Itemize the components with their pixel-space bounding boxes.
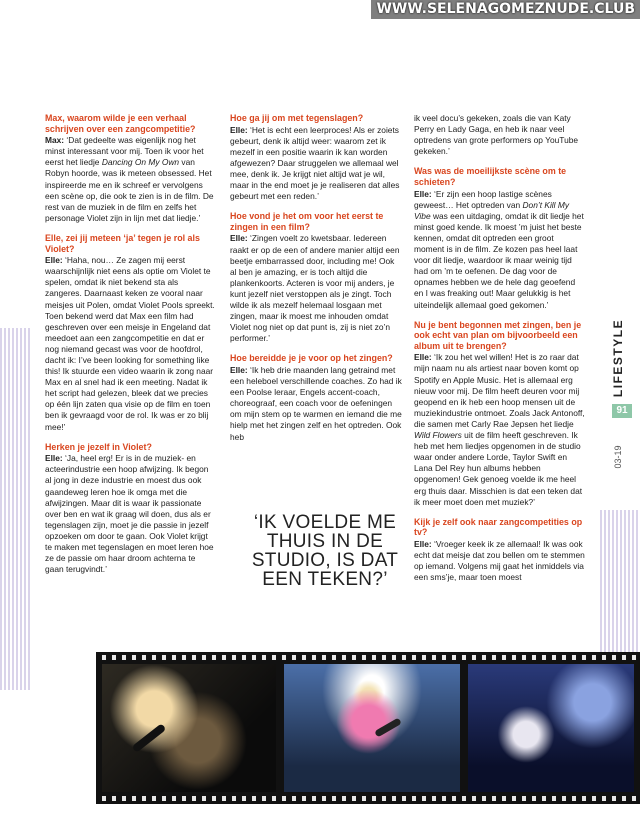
question: Elle, zei jij meteen ‘ja’ tegen je rol als Violet? bbox=[45, 232, 200, 254]
qa-block bbox=[414, 166, 586, 310]
qa-block bbox=[414, 517, 586, 584]
qa-block bbox=[414, 320, 586, 508]
answer: Elle: ‘Ik heb drie maanden lang getraind met een heleboel verschillende coaches. Zo had ik een Poolse leraar, Engels accent-coach, choreograaf, een coach voor de oefeningen om mijn stem op te warmen en iemand die me hielp met het zingen zelf en het optreden. Ook heb bbox=[230, 364, 402, 442]
speaker: Elle: bbox=[230, 233, 248, 244]
issue-label bbox=[606, 422, 630, 492]
answer: Elle: ‘Ja, heel erg! Er is in de muziek- en acteerindustrie een hoop afwijzing. Ik begon al jong in deze industrie en moest dus ook gaandeweg leren hoe ik omga met die afwijzingen. Maar dit is waar ik passionate over ben en wat ik graag wil doen, dus als er tegenslagen zijn, moet je die passie in jezelf opzoeken om door te gaan. Ook Violet krijgt te maken met tegenslagen en moet leren hoe ze de passie om haar droom achterna te gaan terugvindt.’ bbox=[45, 453, 214, 575]
issue-label-text: 03-19 bbox=[613, 445, 623, 469]
qa-block bbox=[45, 113, 215, 224]
watermark: WWW.SELENAGOMEZNUDE.CLUB bbox=[371, 0, 640, 19]
answer: Elle: ‘Er zijn een hoop lastige scènes geweest… Het optreden van Don’t Kill My Vibe was een uitdaging, omdat ik dit liedje het minst goed kende. Ik moest ’m juist het beste kennen, omdat dit optreden een groot moment is in de film. Ze kozen pas heel laat voor dit liedje, waardoor ik maar weinig tijd had om ’m te oefenen. De dag voor de opnames hebben we de hele dag geoefend en I was freaking out! Maar gelukkig is het uiteindelijk allemaal goed gekomen.’ bbox=[414, 188, 584, 310]
question: Hoe bereidde je je voor op het zingen? bbox=[230, 353, 393, 364]
photo-filmstrip bbox=[96, 652, 640, 804]
microphone-icon bbox=[374, 717, 402, 737]
speaker: Elle: bbox=[414, 538, 432, 549]
answer: ik veel docu’s gekeken, zoals die van Katy Perry en Lady Gaga, en heb ik naar veel optredens van grote performers op YouTube gekeken.’ bbox=[414, 113, 579, 157]
question: Hoe ga jij om met tegenslagen? bbox=[230, 113, 364, 123]
qa-block bbox=[45, 442, 215, 576]
qa-block bbox=[45, 233, 215, 433]
speaker: Elle: bbox=[414, 188, 432, 199]
speaker: Elle: bbox=[45, 453, 63, 464]
film-perforations-top bbox=[96, 655, 640, 660]
photo-singer-microphone bbox=[102, 664, 276, 792]
question: Herken je jezelf in Violet? bbox=[45, 441, 152, 452]
qa-block bbox=[230, 113, 402, 202]
answer: Elle: ‘Vroeger keek ik ze allemaal! Ik was ook echt dat meisje dat zou bellen om te stemmen op iemand. Volgens mij gaat het inmiddels via een sms’je, maar toen moest bbox=[414, 538, 585, 583]
article-column-1 bbox=[45, 113, 215, 584]
question: Hoe vond je het om voor het eerst te zingen in een film? bbox=[230, 211, 384, 232]
answer: Elle: ‘Het is echt een leerproces! Als er zoiets gebeurt, denk ik altijd weer: waarom zet ik mezelf in een positie waarin ik kan worden afgewezen? Daar struggelen we allemaal wel mee, denk ik. Je krijgt niet altijd wat je wil, maar in the end moet je je realiseren dat alles gebeurt met een reden.’ bbox=[230, 124, 400, 202]
answer: Max: ‘Dat gedeelte was eigenlijk nog het minst interessant voor mij. Toen ik voor het eerst het liedje Dancing On My Own van Robyn hoorde, was ik meteen obsessed. Het inspireerde me en ik schreef er vervolgens een scène op, die ook te zien is in de film. De rest van de muziek in de film en zelfs het personage Violet zijn in lijn met dat liedje.’ bbox=[45, 135, 214, 223]
section-label-text: LIFESTYLE bbox=[611, 318, 625, 398]
qa-block bbox=[230, 211, 402, 344]
qa-block bbox=[414, 113, 586, 157]
qa-block bbox=[230, 353, 402, 442]
answer: Elle: ‘Ik zou het wel willen! Het is zo raar dat mijn naam nu als artiest naar boven komt op Spotify en Apple Music. Het is allemaal erg nieuw voor mij. De film heeft deuren voor mij geopend en ik heb een hoop mensen uit de muziekindustrie ontmoet. Zoals Jack Antonoff, die samen met Carly Rae Jepsen het liedje Wild Flowers uit de film heeft geschreven. Ik heb met hem liedjes opgenomen in de studio waar onder andere Lorde, Taylor Swift en Lana Del Rey hun albums hebben opgenomen! Gek genoeg voelde ik me heel erg thuis daar. Misschien is dat een teken dat ik meer moet doen met muziek?’ bbox=[414, 352, 585, 507]
microphone-icon bbox=[132, 723, 167, 753]
question: Was was de moeilijkste scène om te schieten? bbox=[414, 166, 567, 187]
speaker: Max: bbox=[45, 135, 65, 146]
question: Max, waarom wilde je een verhaal schrijven over een zangcompetitie? bbox=[45, 113, 196, 134]
decorative-stripes-left bbox=[0, 328, 32, 690]
question: Kijk je zelf ook naar zangcompetities op tv? bbox=[414, 516, 583, 538]
answer: Elle: ‘Zingen voelt zo kwetsbaar. Iedereen raakt er op de een of andere manier altijd een beetje embarrassed door, including me! Ook al ben je amazing, er is toch altijd die plankenkoorts. Acteren is voor mij anders, je kunt jezelf niet verstoppen als je zingt. Toch wilde ik als mezelf helemaal losgaan met zingen, maar ik moest me inhouden omdat Violet nog niet op dat punt is, zij is niet zo’n performer.’ bbox=[230, 233, 400, 344]
photo-stage-lights bbox=[468, 664, 634, 792]
speaker: Elle: bbox=[230, 364, 248, 375]
page-number: 91 bbox=[612, 404, 632, 418]
question: Nu je bent begonnen met zingen, ben je ook echt van plan om bijvoorbeeld een album uit te brengen? bbox=[414, 319, 582, 351]
article-column-2 bbox=[230, 113, 402, 452]
pull-quote: ‘IK VOELDE ME THUIS IN DE STUDIO, IS DAT EEN TEKEN?’ bbox=[251, 512, 399, 590]
speaker: Elle: bbox=[230, 124, 248, 135]
answer: Elle: ‘Haha, nou… Ze zagen mij eerst waarschijnlijk niet eens als optie om Violet te spelen, omdat ik niet bekend sta als zangeres. Daarnaast keken ze vooral naar meisjes uit Polen, omdat Violet Pools spreekt. Toen bekend werd dat Max een film had geschreven over een meisje in Engeland dat meedoet aan een zangcompetitie en dat er nog niemand gecast was voor de hoofdrol, dacht ik: I’ve been looking for something like this! Ik stuurde een video waarin ik zong naar Max en al snel had ik een meeting. Nadat ik het script had gelezen, bleek dat we precies op één lijn zaten qua visie op de film en toen ben ik gevraagd voor de rol. Ik was er zo blij mee!’ bbox=[45, 255, 215, 432]
article-column-3 bbox=[414, 113, 586, 592]
speaker: Elle: bbox=[45, 255, 63, 266]
photo-stage-performance bbox=[284, 664, 460, 792]
section-label bbox=[606, 318, 630, 398]
speaker: Elle: bbox=[414, 352, 432, 363]
film-perforations-bottom bbox=[96, 796, 640, 801]
